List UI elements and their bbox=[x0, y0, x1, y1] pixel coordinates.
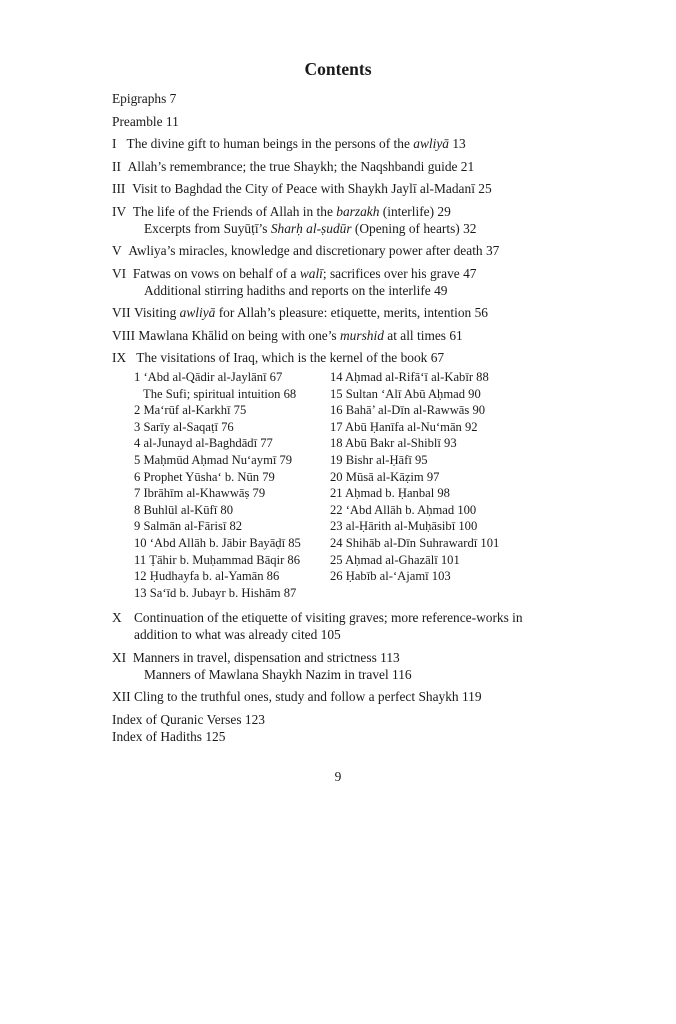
visitation-item[interactable]: 22 ‘Abd Allāh b. Aḥmad 100 bbox=[330, 502, 477, 517]
chapter-title-italic: awliyā bbox=[413, 136, 449, 151]
chapter-title: Fatwas on vows on behalf of a bbox=[132, 265, 300, 281]
visitation-item[interactable]: 19 Bishr al-Ḥāfī 95 bbox=[330, 452, 428, 467]
visitations-list bbox=[134, 369, 552, 601]
page-number: 9 bbox=[334, 769, 342, 784]
visitation-item[interactable]: 1 ‘Abd al-Qādir al-Jaylānī 67 bbox=[134, 370, 283, 384]
toc-chapter-2[interactable] bbox=[112, 158, 552, 175]
chapter-title: The divine gift to human beings in the persons of the bbox=[126, 136, 414, 151]
visitation-item[interactable]: 11 Ṭāhir b. Muḥammad Bāqir 86 bbox=[134, 552, 301, 567]
chapter-page: at all times 61 bbox=[383, 327, 463, 343]
chapter-title: Mawlana Khālid on being with one’s bbox=[138, 327, 340, 343]
toc-chapter-6[interactable] bbox=[112, 265, 552, 282]
toc-chapter-4[interactable] bbox=[112, 203, 552, 220]
chapter-title: Awliya’s miracles, knowledge and discretionary power after death 37 bbox=[128, 243, 500, 258]
subsection-page: (Opening of hearts) 32 bbox=[351, 220, 477, 236]
chapter-number: X bbox=[112, 610, 122, 626]
chapter-number: V bbox=[112, 243, 122, 258]
chapter-page: (interlife) 29 bbox=[379, 203, 451, 219]
toc-subsection-6-1[interactable]: Additional stirring hadiths and reports on the interlife 49 bbox=[144, 282, 448, 298]
table-of-contents bbox=[112, 90, 552, 745]
chapter-title: Visit to Baghdad the City of Peace with Shaykh Jaylī al-Madanī 25 bbox=[132, 181, 492, 196]
toc-chapter-12[interactable] bbox=[112, 688, 552, 705]
chapter-number: IV bbox=[112, 203, 127, 219]
visitation-item[interactable]: 14 Aḥmad al-Rifā‘ī al-Kabīr 88 bbox=[330, 370, 489, 384]
chapter-page: ; sacrifices over his grave 47 bbox=[322, 265, 477, 281]
toc-chapter-3[interactable] bbox=[112, 180, 552, 197]
chapter-number: IX bbox=[112, 350, 127, 365]
visitation-item[interactable]: 2 Ma‘rūf al-Karkhī 75 bbox=[134, 403, 247, 418]
toc-chapter-11[interactable] bbox=[112, 649, 552, 666]
subsection-title: Excerpts from Suyūṭī’s bbox=[144, 220, 271, 236]
toc-chapter-10[interactable] bbox=[112, 609, 552, 643]
visitations-column-right bbox=[330, 369, 550, 601]
visitation-item[interactable]: 16 Bahā’ al-Dīn al-Rawwās 90 bbox=[330, 403, 486, 418]
visitation-item[interactable]: 24 Shihāb al-Dīn Suhrawardī 101 bbox=[330, 535, 500, 550]
visitation-item[interactable]: 13 Sa‘īd b. Jubayr b. Hishām 87 bbox=[134, 585, 297, 600]
chapter-number: VI bbox=[112, 265, 127, 281]
toc-chapter-5[interactable] bbox=[112, 242, 552, 259]
chapter-page: 13 bbox=[448, 136, 466, 151]
toc-chapter-1[interactable] bbox=[112, 135, 552, 152]
visitations-column-left bbox=[134, 369, 330, 601]
chapter-title: Allah’s remembrance; the true Shaykh; the Naqshbandi guide 21 bbox=[127, 158, 475, 174]
visitation-item[interactable]: 10 ‘Abd Allāh b. Jābir Bayāḍī 85 bbox=[134, 535, 301, 550]
chapter-number: III bbox=[112, 181, 126, 196]
chapter-title-italic: awliyā bbox=[179, 305, 216, 320]
toc-chapter-8[interactable] bbox=[112, 327, 552, 344]
visitation-item[interactable]: 12 Ḥudhayfa b. al-Yamān 86 bbox=[134, 569, 280, 584]
visitation-item[interactable]: 7 Ibrāhīm al-Khawwāṣ 79 bbox=[134, 486, 266, 501]
chapter-title-italic: walī bbox=[299, 265, 323, 281]
visitation-item[interactable]: 23 al-Ḥārith al-Muḥāsibī 100 bbox=[330, 519, 478, 534]
visitation-item[interactable]: 25 Aḥmad al-Ghazālī 101 bbox=[330, 552, 460, 567]
chapter-title-italic: barzakh bbox=[336, 203, 380, 219]
chapter-title: The visitations of Iraq, which is the kernel of the book 67 bbox=[136, 350, 445, 365]
toc-entry-index-hadiths[interactable]: Index of Hadiths 125 bbox=[112, 728, 226, 744]
page-title: Contents bbox=[304, 59, 372, 79]
chapter-number: VII bbox=[112, 305, 131, 320]
subsection-title-italic: Sharḥ al-ṣudūr bbox=[270, 220, 352, 236]
visitation-item[interactable]: 3 Sarīy al-Saqaṭī 76 bbox=[134, 419, 234, 434]
visitation-item[interactable]: 18 Abū Bakr al-Shiblī 93 bbox=[330, 436, 457, 451]
chapter-title: Continuation of the etiquette of visiting graves; more reference-works in addition to what was already cited 105 bbox=[134, 610, 523, 643]
toc-subsection-11-1[interactable]: Manners of Mawlana Shaykh Nazim in travel 116 bbox=[144, 666, 412, 682]
visitation-item[interactable]: 21 Aḥmad b. Ḥanbal 98 bbox=[330, 486, 450, 501]
chapter-title: The life of the Friends of Allah in the bbox=[132, 203, 337, 219]
chapter-title: Visiting bbox=[133, 305, 180, 320]
visitation-item[interactable]: 6 Prophet Yūsha‘ b. Nūn 79 bbox=[134, 469, 275, 484]
chapter-title-italic: murshid bbox=[340, 327, 384, 343]
visitation-item[interactable]: 9 Salmān al-Fārisī 82 bbox=[134, 519, 243, 534]
chapter-number: XII bbox=[112, 689, 131, 705]
toc-chapter-7[interactable] bbox=[112, 304, 552, 321]
toc-chapter-9[interactable] bbox=[112, 349, 552, 366]
visitation-item[interactable]: 17 Abū Ḥanīfa al-Nu‘mān 92 bbox=[330, 419, 478, 434]
chapter-title: Manners in travel, dispensation and strictness 113 bbox=[132, 649, 400, 665]
chapter-title: Cling to the truthful ones, study and follow a perfect Shaykh 119 bbox=[133, 689, 482, 705]
chapter-number: I bbox=[112, 136, 117, 151]
visitation-item[interactable]: 4 al-Junayd al-Baghdādī 77 bbox=[134, 436, 273, 451]
toc-entry-preamble[interactable]: Preamble 11 bbox=[112, 113, 179, 129]
chapter-page: for Allah’s pleasure: etiquette, merits, intention 56 bbox=[215, 305, 488, 320]
visitation-item[interactable]: 20 Mūsā al-Kāẓim 97 bbox=[330, 469, 440, 484]
chapter-number: II bbox=[112, 158, 121, 174]
visitation-item[interactable]: 26 Ḥabīb al-‘Ajamī 103 bbox=[330, 569, 451, 584]
chapter-number: XI bbox=[112, 649, 127, 665]
visitation-item[interactable]: 8 Buhlūl al-Kūfī 80 bbox=[134, 502, 233, 517]
visitation-item[interactable]: 15 Sultan ‘Alī Abū Aḥmad 90 bbox=[330, 386, 481, 401]
chapter-number: VIII bbox=[112, 327, 136, 343]
toc-subsection-4-1[interactable] bbox=[112, 220, 552, 237]
visitation-item[interactable]: 5 Maḥmūd Aḥmad Nu‘aymī 79 bbox=[134, 452, 293, 467]
toc-entry-epigraphs[interactable]: Epigraphs 7 bbox=[112, 91, 177, 106]
toc-entry-index-quranic-verses[interactable]: Index of Quranic Verses 123 bbox=[112, 711, 265, 727]
visitation-subitem[interactable]: The Sufi; spiritual intuition 68 bbox=[143, 386, 297, 401]
